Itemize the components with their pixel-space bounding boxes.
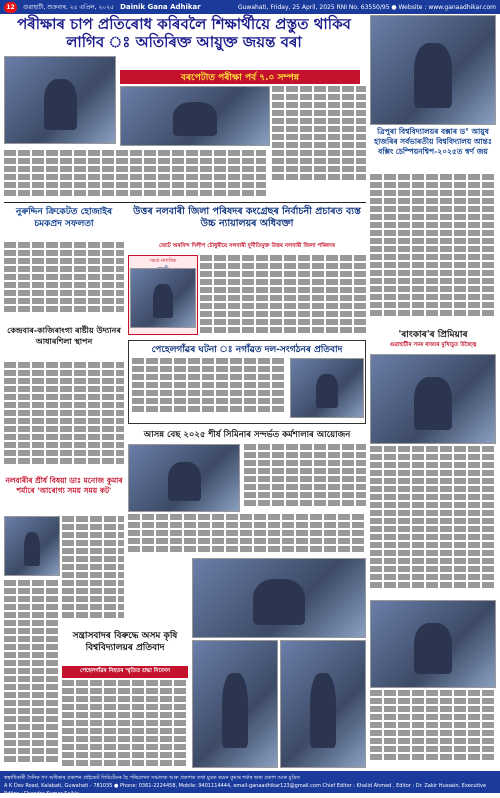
cricket-story-text: [4, 242, 124, 320]
election-story-text: [200, 255, 366, 335]
protest-univ-headline: সন্ত্ৰাসবাদৰ বিৰুদ্ধে অসম কৃষি বিশ্ববিদ্যালয়ৰ প্ৰতিবাদ: [72, 631, 178, 653]
protest-photo-4: [370, 600, 496, 688]
protest-photo-1: [192, 558, 366, 638]
protest-photo-2: [192, 640, 278, 768]
candidate-photo: [130, 268, 196, 328]
event-photo-2: [120, 86, 270, 146]
rangkar-story-text: [370, 446, 496, 598]
date-text: গুৱাহাটী, শুক্ৰবাৰ, ২৫ এপ্ৰিল, ২০২৫: [23, 3, 115, 11]
pahalgam-photo: [290, 358, 364, 418]
protest-story-text-right: [370, 690, 496, 768]
footer-line-1: স্বত্বাধিকাৰী দৈনিক গণ অধিকাৰ প্ৰকাশন প্ৰাইভেট লিমিটেডৰ হৈ পৰিচালনা সঞ্চালক আৰু প্ৰকাশক তথা মুদ্ৰক ৰমেন কুমাৰ শৰ্মাৰ দ্বাৰা প্ৰকাশ আৰু মুদ্ৰিত: [4, 775, 300, 781]
page-number: 12: [4, 2, 17, 13]
rangkar-headline: 'ৰাংকাৰ'ৰ প্ৰিমিয়াৰ: [398, 330, 468, 340]
kaziranga-story-text: [4, 362, 124, 472]
author-photo: [4, 516, 60, 576]
main-headline: পৰীক্ষাৰ চাপ প্ৰতিৰোধ কৰিবলৈ শিক্ষাৰ্থীয়ে প্ৰস্তুত থাকিব লাগিব ঃ অতিৰিক্ত আয়ুক্ত জয়ন্ত বৰা: [17, 15, 351, 51]
protest-photo-3: [280, 640, 366, 768]
workshop-photo: [128, 444, 240, 512]
workshop-story-text-2: [128, 514, 366, 554]
book-story-text: [62, 516, 124, 626]
boxing-story-text: [370, 174, 496, 324]
boxing-headline: ত্ৰিপুৰা বিশ্ববিদ্যালয়ৰ বক্সাৰ ড° আয়ুষ হাজৰিৰ সৰ্বভাৰতীয় বিশ্ববিদ্যালয় আন্তঃ বক্সিং চেম্পিয়নশ্বিপ-২০২৫ত স্বৰ্ণ জয়: [374, 127, 492, 156]
workshop-story-text: [244, 444, 366, 512]
pahalgam-headline: পেহেলগাঁৱৰ ঘটনা ঃ নগাঁৱত দল-সংগঠনৰ প্ৰতিবাদ: [151, 345, 343, 355]
rangkar-photo: [370, 354, 496, 444]
protest-univ-subheadline: পেহেলগাঁৱৰ নিহতৰ স্মৃতিত শ্ৰদ্ধা নিবেদন: [62, 666, 188, 678]
divider: [4, 202, 366, 203]
footer-line-2: A K Dev Road, Kalabati, Guwahati - 781035 ● Phone: 0361-2224458, Mobile: 9401114444, email-ganaadhikar123@gmail.com Chief Editor : Khalid Ahmed , Editor : Dr. Zakir Hussain, Executive Editor : Chandra Kumar Saikia: [4, 783, 487, 797]
book-story-text-2: [4, 580, 60, 770]
boxer-photo: [370, 15, 496, 125]
main-story-text-2: [4, 150, 266, 200]
election-headline: উত্তৰ নলবাৰী জিলা পৰিষদৰ কংগ্ৰেছৰ নিৰ্বাচনী প্ৰচাৰত ব্যস্ত উচ্চ ন্যায়ালয়ৰ অধিবক্তা: [133, 206, 361, 229]
newspaper-name: Dainik Gana Adhikar: [120, 3, 201, 11]
election-subheadline: জোট অৰবিন্দ দিলীপ চৌধুৰীয়ে নলবাৰী দুৰ্নীতিমুক্ত উত্তৰ নলবাৰী জিলা পৰিষদৰ: [159, 243, 335, 249]
footer: [0, 771, 500, 797]
date-rni-text: Guwahati, Friday, 25 April, 2025 RNI No. 63550/95 ● Website : www.ganaadhikar.com: [237, 3, 496, 11]
kaziranga-headline: কেন্দ্ৰবাৰ-কাজিৰাংগা ৰাষ্টীয় উদ্যানৰ আধাৰশিলা স্থাপন: [7, 325, 121, 346]
event-photo-1: [4, 56, 116, 144]
rangkar-subheadline: গুৱাহাটীৰ সমৰ ৰাজ্যৰ মুখ্যিচুত উজ্জ্বৈ: [389, 342, 477, 348]
book-headline: নলবাৰীৰ শ্ৰীৰ্ষ বিষয়া ডাঃ মনোজ কুমাৰ শৰ্মাৰে 'আৰোগ্য সময় সময় কট': [5, 476, 123, 495]
ad-line-1: সমগ্ৰ নাগৰিক: [149, 258, 177, 264]
cricket-headline: নুৰুদ্দিন ক্ৰিকেটত হোজাইৰ চমকপ্ৰদ সফলতা: [15, 207, 113, 229]
protest-univ-story-text: [62, 680, 188, 768]
main-story-text: [272, 86, 366, 184]
pahalgam-story-text: [132, 358, 286, 420]
workshop-headline: আসন্ন বেছ ২০২৫ শীৰ্ষ সিমিনাৰ সন্দৰ্ভত কৰ্মশালাৰ আয়োজন: [143, 430, 351, 440]
masthead-bar: [0, 0, 500, 14]
main-banner: বৰপেটাত পৰীক্ষা পৰ্ব ৭.০ সম্পন্ন: [120, 70, 360, 84]
